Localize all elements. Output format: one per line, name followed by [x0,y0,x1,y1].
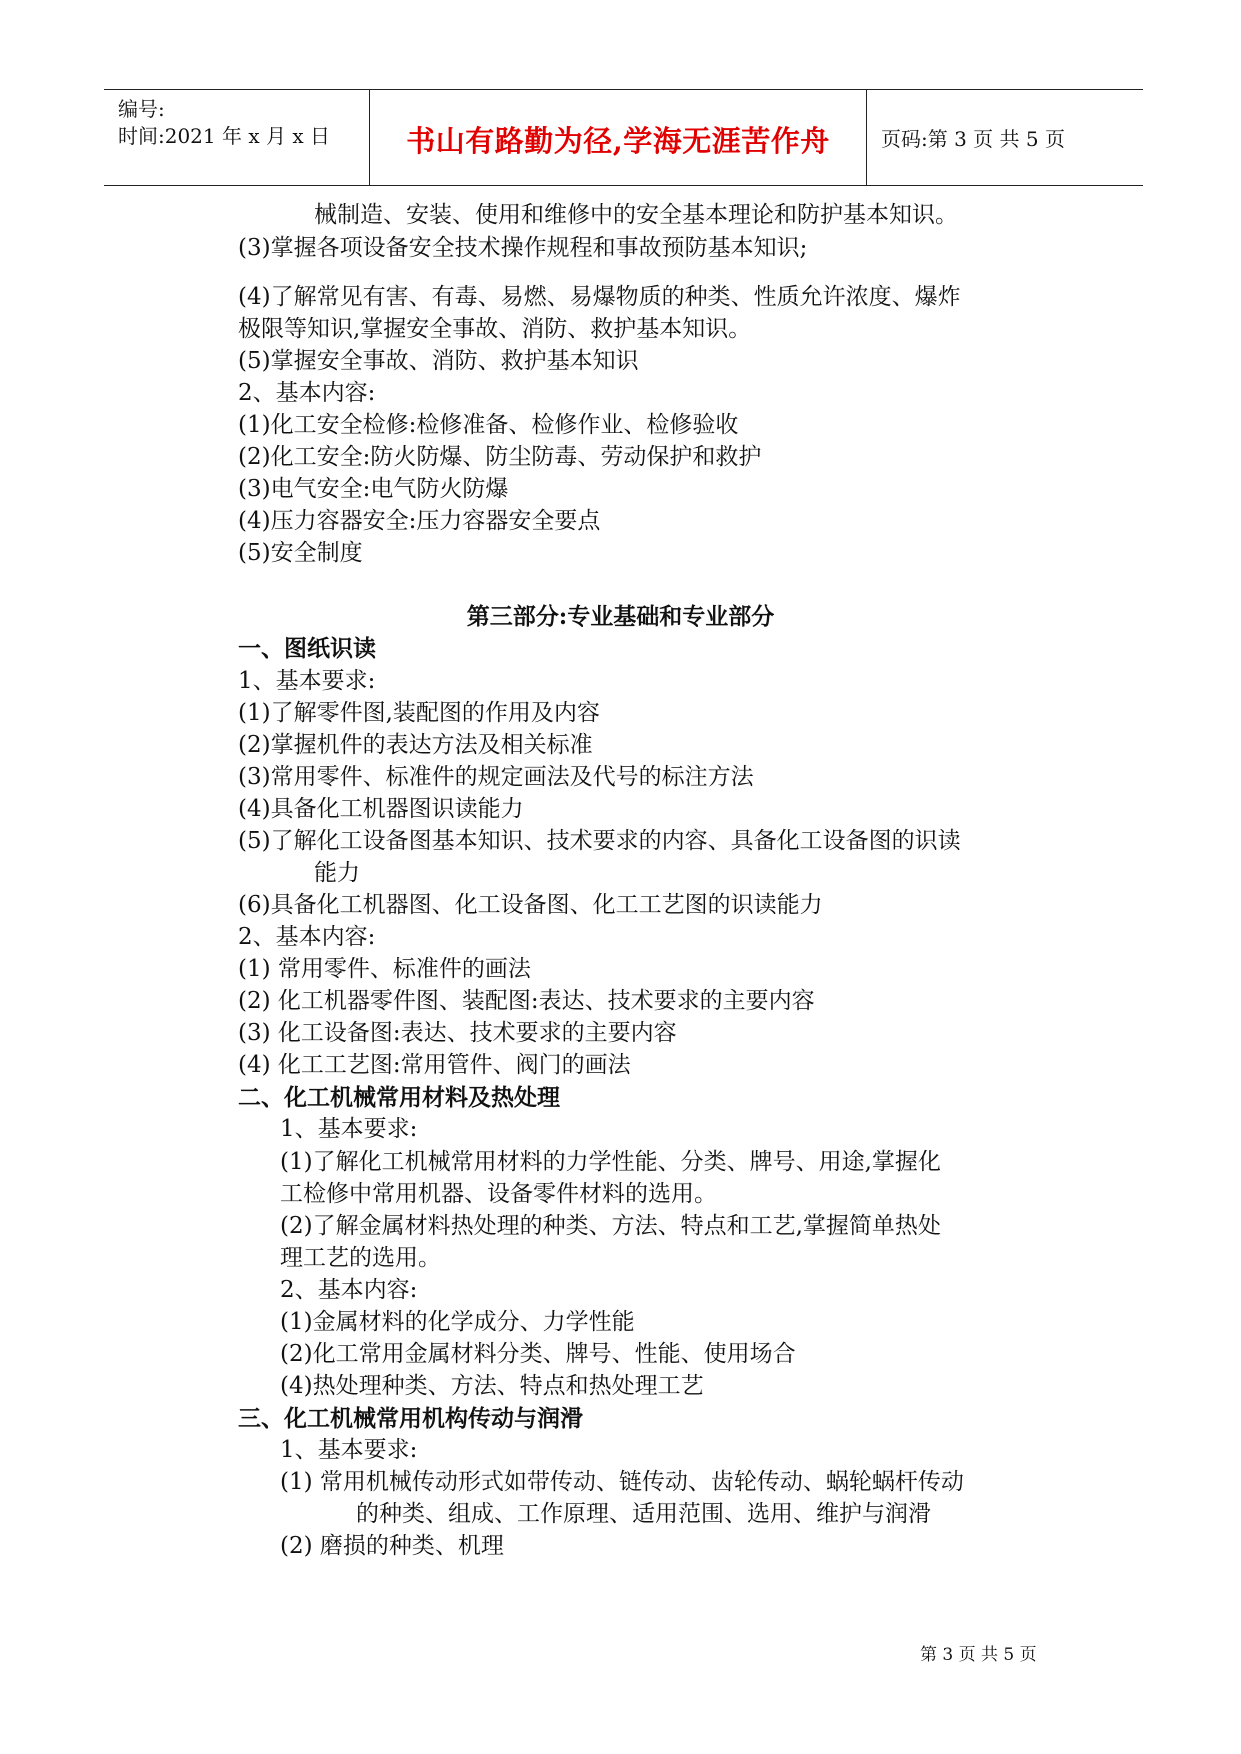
body-line: (6)具备化工机器图、化工设备图、化工工艺图的识读能力 [238,892,823,918]
body-line: 的种类、组成、工作原理、适用范围、选用、维护与润滑 [356,1501,931,1527]
body-line: 1、基本要求: [280,1437,418,1463]
body-line: (1) 常用零件、标准件的画法 [238,956,531,982]
body-line: 2、基本内容: [238,924,376,950]
body-line: 极限等知识,掌握安全事故、消防、救护基本知识。 [238,316,752,342]
section-heading: 第三部分:专业基础和专业部分 [466,603,775,630]
body-line: (1)金属材料的化学成分、力学性能 [280,1309,635,1335]
body-line: (3) 化工设备图:表达、技术要求的主要内容 [238,1020,677,1046]
document-header [104,89,1143,186]
subsection-heading: 三、化工机械常用机构传动与润滑 [238,1405,583,1432]
body-line: (4) 化工工艺图:常用管件、阀门的画法 [238,1052,631,1078]
body-line: 理工艺的选用。 [280,1245,441,1271]
body-line: (2)了解金属材料热处理的种类、方法、特点和工艺,掌握简单热处 [280,1213,941,1239]
body-line: 械制造、安装、使用和维修中的安全基本理论和防护基本知识。 [314,202,958,228]
body-line: (2)化工安全:防火防爆、防尘防毒、劳动保护和救护 [238,444,762,470]
document-number-label: 编号: [118,97,165,121]
page-footer: 第 3 页 共 5 页 [920,1645,1037,1665]
body-line: 1、基本要求: [238,668,376,694]
body-line: 2、基本内容: [238,380,376,406]
body-line: (3)电气安全:电气防火防爆 [238,476,509,502]
body-line: (4)热处理种类、方法、特点和热处理工艺 [280,1373,704,1399]
header-motto: 书山有路勤为径,学海无涯苦作舟 [406,124,830,158]
body-line: (5)安全制度 [238,540,363,566]
body-line: (1)了解化工机械常用材料的力学性能、分类、牌号、用途,掌握化 [280,1149,941,1175]
body-line: (4)压力容器安全:压力容器安全要点 [238,508,601,534]
body-line: (2)化工常用金属材料分类、牌号、性能、使用场合 [280,1341,796,1367]
document-time: 时间:2021 年 x 月 x 日 [118,124,330,148]
body-line: (4)了解常见有害、有毒、易燃、易爆物质的种类、性质允许浓度、爆炸 [238,284,961,310]
body-line: (2) 磨损的种类、机理 [280,1533,504,1559]
header-motto-cell [370,90,867,185]
body-line: (2)掌握机件的表达方法及相关标准 [238,732,593,758]
body-line: (2) 化工机器零件图、装配图:表达、技术要求的主要内容 [238,988,815,1014]
body-line: (3)掌握各项设备安全技术操作规程和事故预防基本知识; [238,235,808,261]
body-line: (5)掌握安全事故、消防、救护基本知识 [238,348,639,374]
body-line: (1)了解零件图,装配图的作用及内容 [238,700,600,726]
body-line: 工检修中常用机器、设备零件材料的选用。 [280,1181,717,1207]
body-line: (1)化工安全检修:检修准备、检修作业、检修验收 [238,412,739,438]
header-page-info: 页码:第 3 页 共 5 页 [881,127,1065,151]
subsection-heading: 二、化工机械常用材料及热处理 [238,1084,560,1111]
body-line: (4)具备化工机器图识读能力 [238,796,524,822]
body-line: (5)了解化工设备图基本知识、技术要求的内容、具备化工设备图的识读 [238,828,961,854]
body-line: 能力 [314,860,360,886]
body-line: 1、基本要求: [280,1116,418,1142]
header-page-cell [867,90,1143,185]
body-line: (3)常用零件、标准件的规定画法及代号的标注方法 [238,764,754,790]
body-line: 2、基本内容: [280,1277,418,1303]
subsection-heading: 一、图纸识读 [238,635,376,662]
header-info-cell [104,90,370,185]
body-line: (1) 常用机械传动形式如带传动、链传动、齿轮传动、蜗轮蜗杆传动 [280,1469,964,1495]
